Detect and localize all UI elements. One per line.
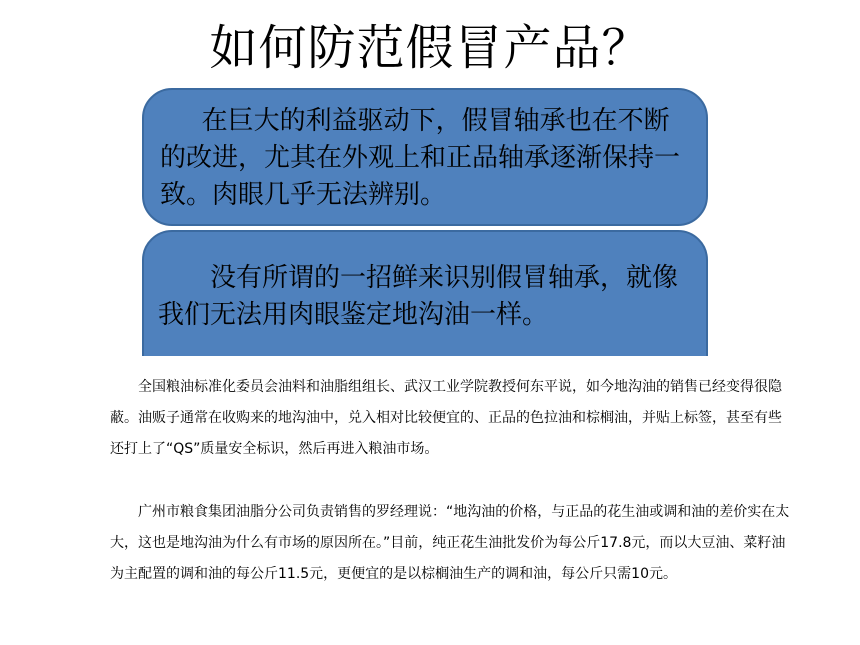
callout-text-1: 在巨大的利益驱动下，假冒轴承也在不断的改进，尤其在外观上和正品轴承逐渐保持一致。肉眼几乎无法辨别。 <box>160 106 681 210</box>
callout-text-2: 没有所谓的一招鲜来识别假冒轴承，就像我们无法用肉眼鉴定地沟油一样。 <box>158 263 679 330</box>
article-paragraph-2 <box>110 497 790 590</box>
article-paragraph-1 <box>110 372 790 465</box>
callout-box-1 <box>142 88 708 226</box>
article-paragraph-1-text: 全国粮油标准化委员会油料和油脂组组长、武汉工业学院教授何东平说，如今地沟油的销售已经变得很隐蔽。油贩子通常在收购来的地沟油中，兑入相对比较便宜的、正品的色拉油和棕榈油，并贴上标签，甚至有些还打上了“QS”质量安全标识，然后再进入粮油市场。 <box>110 379 782 457</box>
article-paragraph-2-text: 广州市粮食集团油脂分公司负责销售的罗经理说：“地沟油的价格，与正品的花生油或调和油的差价实在太大，这也是地沟油为什么有市场的原因所在。”目前，纯正花生油批发价为每公斤17.8元，而以大豆油、菜籽油为主配置的调和油的每公斤11.5元，更便宜的是以棕榈油生产的调和油，每公斤只需10元。 <box>110 504 790 582</box>
slide-title: 如何防范假冒产品？ <box>209 20 651 76</box>
